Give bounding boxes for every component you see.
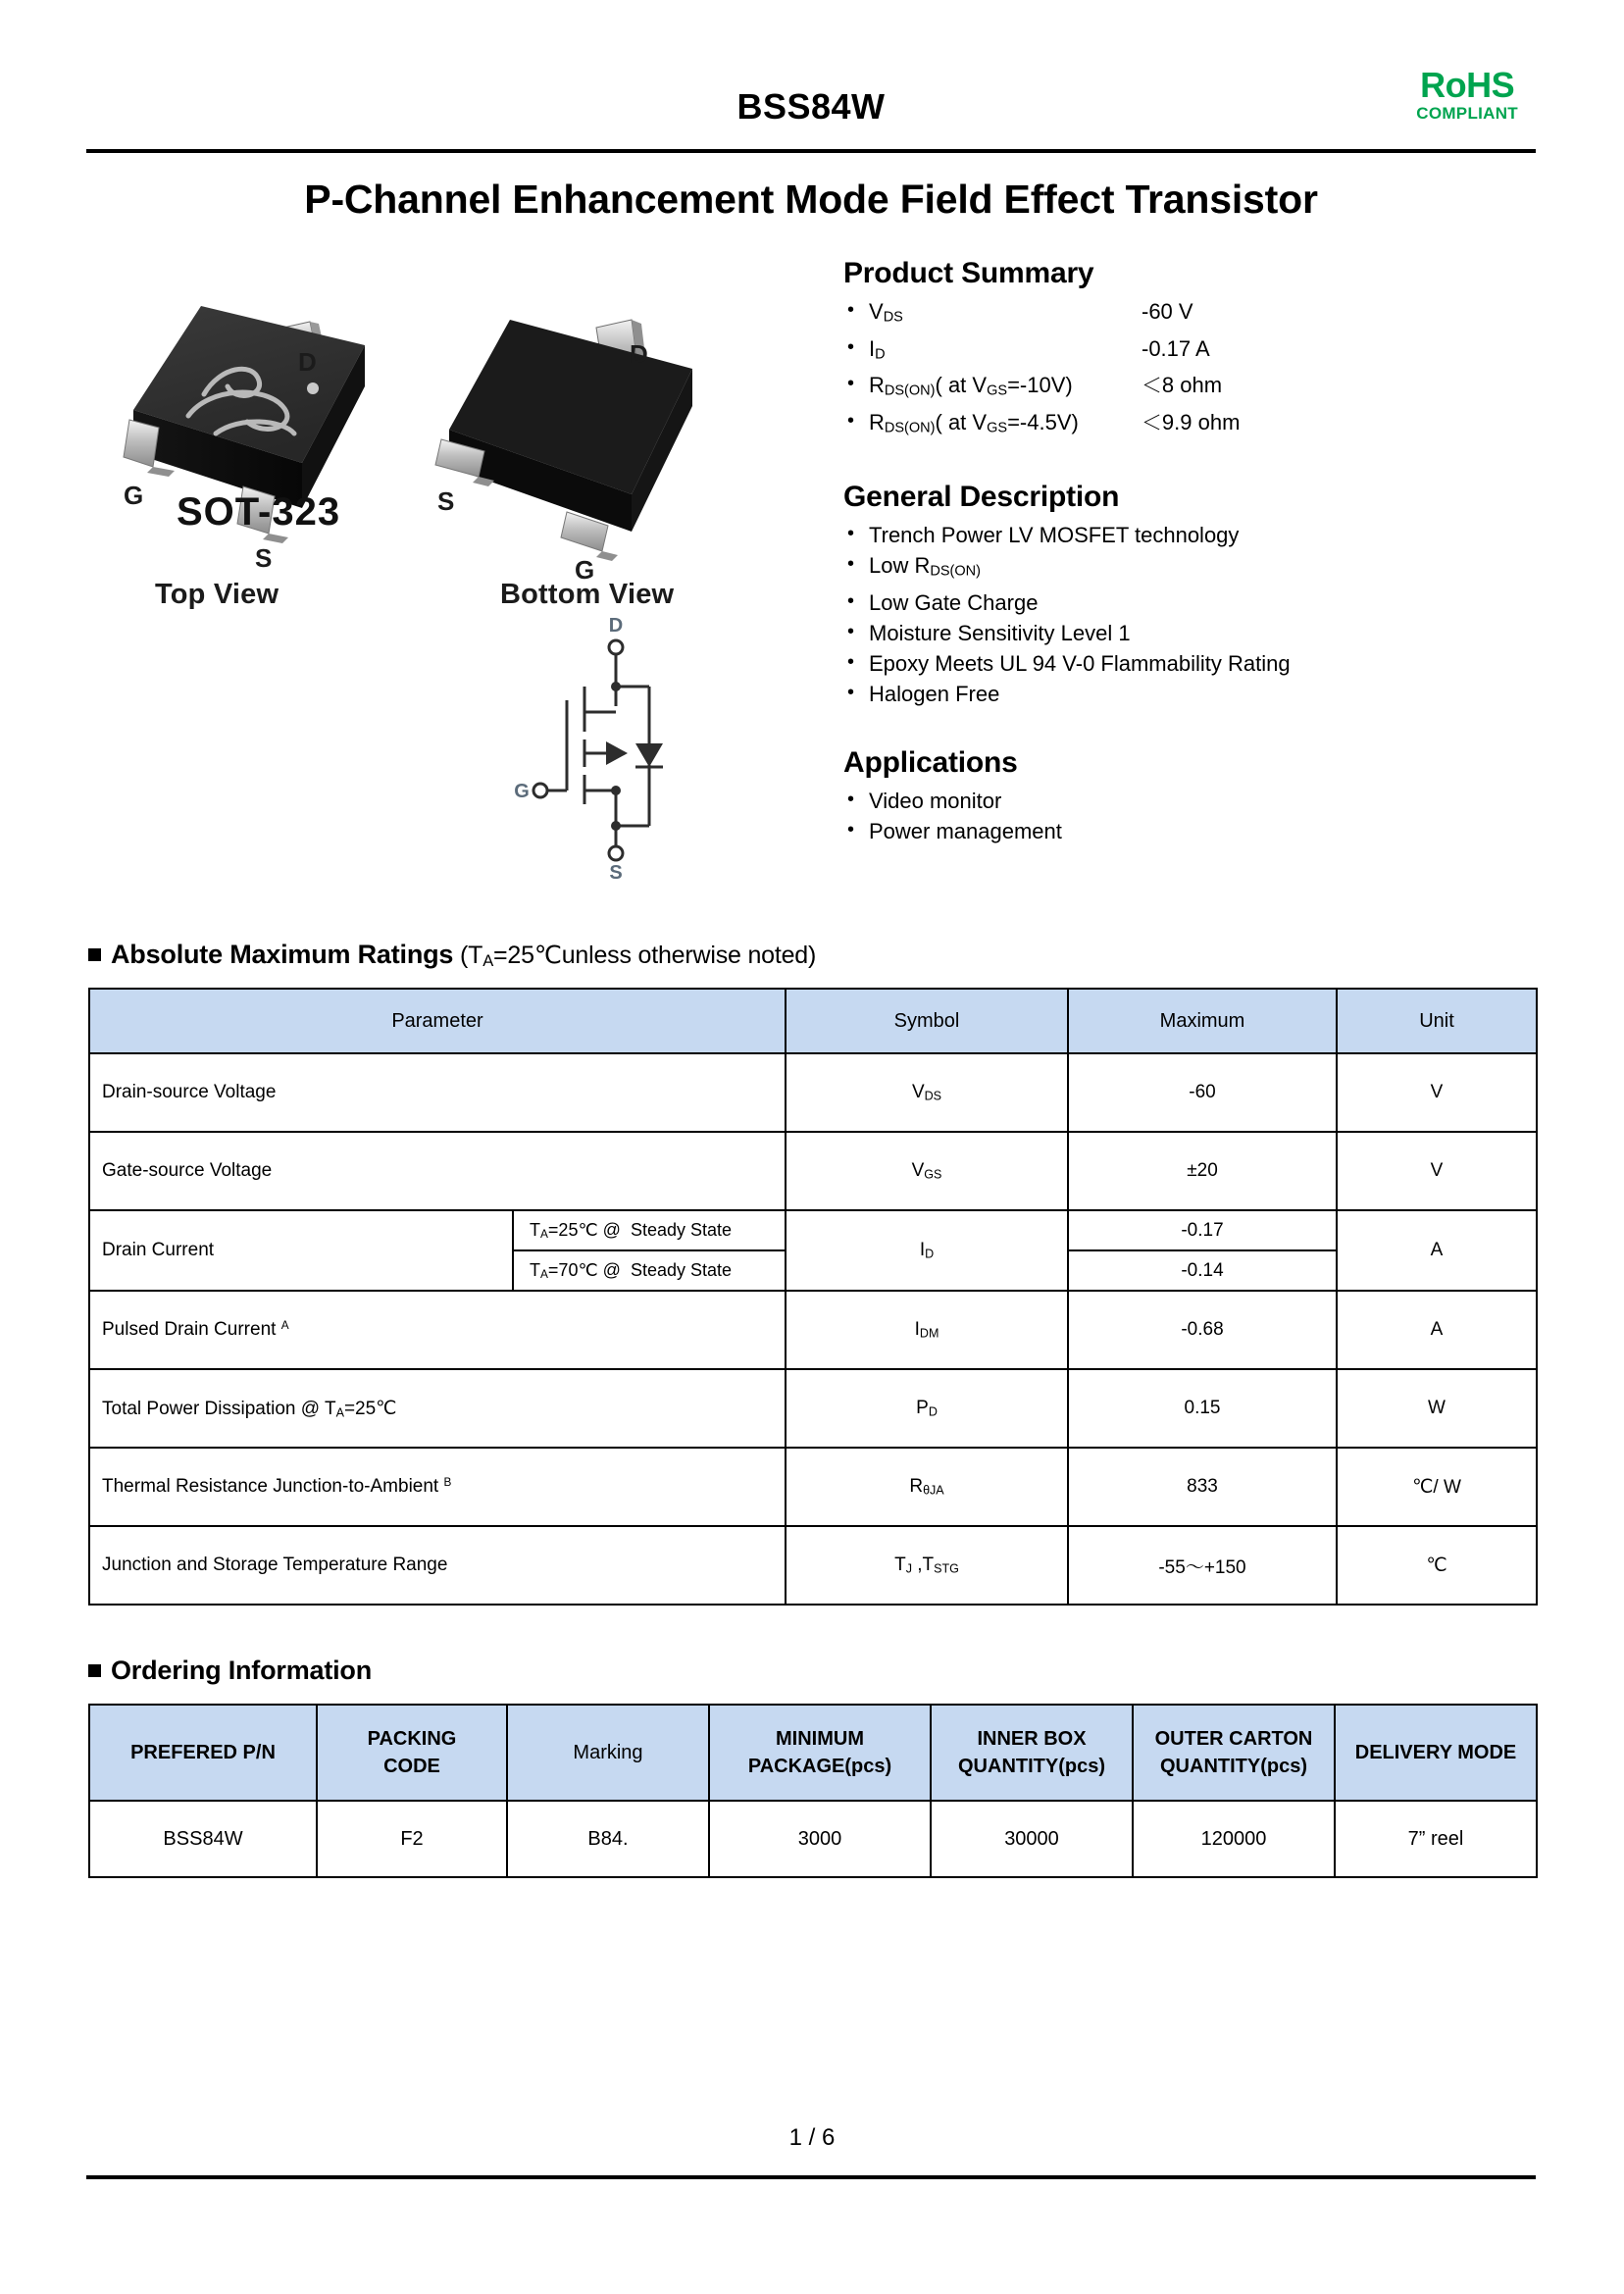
top-view-package-image xyxy=(118,284,471,608)
product-summary-item xyxy=(843,370,1530,407)
ordering-information-table xyxy=(88,1704,1538,1878)
column-header-prefered-pn: PREFERED P/N xyxy=(89,1705,317,1801)
column-header-maximum: Maximum xyxy=(1068,989,1337,1053)
top-view-label: Top View xyxy=(155,579,279,610)
rohs-compliant-label: COMPLIANT xyxy=(1416,103,1518,123)
summary-label: • $V_{DS}$ xyxy=(869,299,903,326)
bottom-view-label: Bottom View xyxy=(500,579,675,610)
table-row xyxy=(89,1053,1537,1132)
cell-unit: A xyxy=(1337,1210,1537,1291)
cell-unit: V xyxy=(1337,1053,1537,1132)
description-item: • Low $R_{DS(ON)}$ xyxy=(843,550,1530,587)
cell-maximum: 0.15 xyxy=(1068,1369,1337,1448)
product-summary-list xyxy=(843,296,1530,443)
column-header-unit: Unit xyxy=(1337,989,1537,1053)
top-view-pin-d-label: D xyxy=(298,347,317,377)
bullet-square-icon xyxy=(88,1664,101,1677)
table-header-row xyxy=(89,989,1537,1053)
product-summary-item xyxy=(843,333,1530,371)
cell-packing-code: F2 xyxy=(317,1801,507,1877)
cell-prefered-pn: BSS84W xyxy=(89,1801,317,1877)
cell-maximum: -0.17 xyxy=(1068,1210,1337,1250)
column-header-parameter: Parameter xyxy=(89,989,786,1053)
cell-condition: $T_A=25℃$ @ Steady State xyxy=(513,1210,786,1250)
bottom-view-pin-s-label: S xyxy=(437,486,455,516)
description-item: • Moisture Sensitivity Level 1 xyxy=(843,618,1530,648)
absolute-maximum-ratings-table xyxy=(88,988,1538,1606)
cell-unit: V xyxy=(1337,1132,1537,1210)
table-row xyxy=(89,1132,1537,1210)
mosfet-schematic-symbol xyxy=(510,618,755,883)
cell-symbol: $I_{DM}$ xyxy=(786,1291,1068,1369)
cell-parameter: Drain Current xyxy=(89,1210,513,1291)
summary-value: -60 V xyxy=(1142,299,1193,324)
product-summary-heading: Product Summary xyxy=(843,257,1094,289)
symbol-pin-s-label: S xyxy=(609,862,623,883)
column-header-delivery-mode: DELIVERY MODE xyxy=(1335,1705,1537,1801)
page-title: P-Channel Enhancement Mode Field Effect Transistor xyxy=(304,177,1318,222)
application-item: • Power management xyxy=(843,816,1530,846)
header-divider xyxy=(86,149,1536,153)
top-view-pin-s-label: S xyxy=(255,543,273,573)
cell-symbol: $I_D$ xyxy=(786,1210,1068,1291)
product-info-column xyxy=(843,257,1530,846)
rohs-compliant-logo xyxy=(1416,67,1518,124)
cell-maximum: -0.14 xyxy=(1068,1250,1337,1291)
cell-unit: A xyxy=(1337,1291,1537,1369)
column-header-outer-carton-quantity: OUTER CARTON QUANTITY(pcs) xyxy=(1133,1705,1335,1801)
column-header-symbol: Symbol xyxy=(786,989,1068,1053)
cell-maximum: -60 xyxy=(1068,1053,1337,1132)
top-view-pin-g-label: G xyxy=(124,481,144,510)
description-item: • Low Gate Charge xyxy=(843,587,1530,618)
amr-title-text: Absolute Maximum Ratings xyxy=(111,940,454,969)
cell-parameter: Gate-source Voltage xyxy=(89,1132,786,1210)
cell-inner-box-quantity: 30000 xyxy=(931,1801,1133,1877)
ordering-title-text: Ordering Information xyxy=(111,1656,373,1685)
summary-label: • $R_{DS(ON)}$( at $V_{GS}=-4.5V$) xyxy=(869,409,1079,436)
column-header-marking: Marking xyxy=(507,1705,709,1801)
package-name-label: SOT-323 xyxy=(177,490,341,534)
cell-symbol: $T_J$ $,T_{STG}$ xyxy=(786,1526,1068,1605)
column-header-packing-code: PACKING CODE xyxy=(317,1705,507,1801)
table-row xyxy=(89,1369,1537,1448)
cell-minimum-package: 3000 xyxy=(709,1801,931,1877)
cell-symbol: $V_{DS}$ xyxy=(786,1053,1068,1132)
application-item: • Video monitor xyxy=(843,786,1530,816)
amr-title-note: ($T_A=25℃unless$ otherwise noted) xyxy=(460,942,817,970)
cell-parameter: Pulsed Drain Current $^A$ xyxy=(89,1291,786,1369)
footer-divider xyxy=(86,2175,1536,2179)
part-number-title: BSS84W xyxy=(736,86,886,127)
cell-delivery-mode: 7” reel xyxy=(1335,1801,1537,1877)
applications-list xyxy=(843,786,1530,846)
cell-symbol: $V_{GS}$ xyxy=(786,1132,1068,1210)
cell-maximum: -55～+150 xyxy=(1068,1526,1337,1605)
table-row xyxy=(89,1210,1537,1250)
bullet-square-icon xyxy=(88,948,101,961)
table-row xyxy=(89,1526,1537,1605)
cell-maximum: ±20 xyxy=(1068,1132,1337,1210)
cell-symbol: $R_{\theta JA}$ xyxy=(786,1448,1068,1526)
description-item: • Epoxy Meets UL 94 V-0 Flammability Rating xyxy=(843,648,1530,679)
column-header-inner-box-quantity: INNER BOX QUANTITY(pcs) xyxy=(931,1705,1133,1801)
table-row xyxy=(89,1801,1537,1877)
cell-parameter: Total Power Dissipation @ $T_A=25℃$ xyxy=(89,1369,786,1448)
absolute-maximum-ratings-heading xyxy=(88,940,816,971)
page-number: 1 / 6 xyxy=(788,2124,836,2151)
cell-unit: ℃ xyxy=(1337,1526,1537,1605)
cell-unit: ℃/ W xyxy=(1337,1448,1537,1526)
summary-label: • $R_{DS(ON)}$( at $V_{GS}=-10V$) xyxy=(869,373,1073,399)
symbol-pin-d-label: D xyxy=(608,618,624,637)
product-summary-item xyxy=(843,407,1530,444)
cell-parameter: Junction and Storage Temperature Range xyxy=(89,1526,786,1605)
cell-condition: $T_A=70℃$ @ Steady State xyxy=(513,1250,786,1291)
summary-value: ＜8 ohm xyxy=(1142,373,1223,398)
applications-heading: Applications xyxy=(843,746,1018,780)
summary-value: -0.17 A xyxy=(1142,335,1210,361)
cell-unit: W xyxy=(1337,1369,1537,1448)
cell-parameter: Thermal Resistance Junction-to-Ambient $^B$ xyxy=(89,1448,786,1526)
summary-value: ＜9.9 ohm xyxy=(1142,409,1241,434)
cell-maximum: 833 xyxy=(1068,1448,1337,1526)
general-description-heading: General Description xyxy=(843,481,1120,514)
general-description-list xyxy=(843,520,1530,709)
page-header xyxy=(86,39,1536,147)
cell-symbol: $P_D$ xyxy=(786,1369,1068,1448)
package-illustration-area xyxy=(118,284,843,892)
rohs-label: RoHS xyxy=(1420,65,1515,105)
table-header-row xyxy=(89,1705,1537,1801)
description-item: • Halogen Free xyxy=(843,679,1530,709)
table-row xyxy=(89,1448,1537,1526)
product-summary-item xyxy=(843,296,1530,333)
symbol-pin-g-label: G xyxy=(514,781,530,802)
ordering-information-heading xyxy=(88,1656,372,1686)
bottom-view-pin-d-label: D xyxy=(630,339,648,369)
cell-outer-carton-quantity: 120000 xyxy=(1133,1801,1335,1877)
cell-parameter: Drain-source Voltage xyxy=(89,1053,786,1132)
summary-label: • $I_D$ xyxy=(869,335,886,363)
description-item: • Trench Power LV MOSFET technology xyxy=(843,520,1530,550)
bottom-view-pin-g-label: G xyxy=(575,555,595,585)
table-row xyxy=(89,1291,1537,1369)
cell-marking: B84. xyxy=(507,1801,709,1877)
cell-maximum: -0.68 xyxy=(1068,1291,1337,1369)
column-header-minimum-package: MINIMUM PACKAGE(pcs) xyxy=(709,1705,931,1801)
